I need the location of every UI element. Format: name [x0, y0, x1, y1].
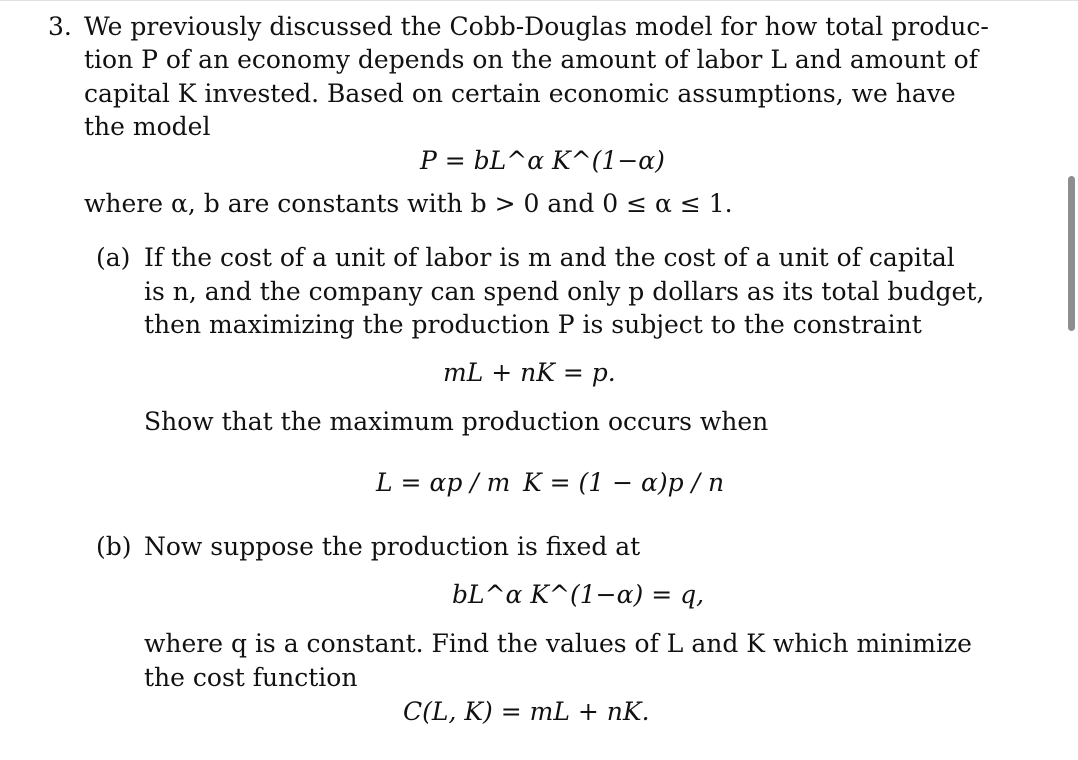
cost-function-equation: C(L, K) = mL + nK. — [403, 697, 650, 726]
part-b-line-2: where q is a constant. Find the values of L and K which minimize — [144, 629, 972, 658]
part-b-label: (b) — [96, 532, 132, 561]
part-a-line-3: then maximizing the production P is subject to the constraint — [144, 310, 922, 339]
fixed-production-equation: bL^α K^(1−α) = q, — [452, 580, 705, 609]
part-b-line-3: the cost function — [144, 663, 358, 692]
intro-line-3: capital K invested. Based on certain economic assumptions, we have — [84, 79, 956, 108]
part-a-line-1: If the cost of a unit of labor is m and the cost of a unit of capital — [144, 243, 955, 272]
model-equation: P = bL^α K^(1−α) — [420, 146, 665, 175]
intro-line-1-text: We previously discussed the Cobb-Douglas model for how total produc- — [84, 12, 989, 41]
part-b-line-1: Now suppose the production is fixed at — [144, 532, 641, 561]
intro-line-4: the model — [84, 112, 211, 141]
constants-line: where α, b are constants with b > 0 and 0 ≤ α ≤ 1. — [84, 189, 733, 218]
vertical-scrollbar[interactable] — [1068, 176, 1075, 331]
part-a-label: (a) — [96, 243, 131, 272]
part-a-line-2: is n, and the company can spend only p dollars as its total budget, — [144, 277, 985, 306]
intro-line-1 — [84, 12, 989, 42]
result-K: K = (1 − α)p / n — [523, 468, 725, 497]
problem-number: 3. — [48, 12, 72, 41]
top-divider — [0, 0, 1078, 1]
constraint-equation: mL + nK = p. — [443, 358, 616, 387]
show-line: Show that the maximum production occurs when — [144, 407, 769, 436]
result-L: L = αp / m — [376, 468, 511, 497]
intro-line-2: tion P of an economy depends on the amount of labor L and amount of — [84, 45, 978, 74]
